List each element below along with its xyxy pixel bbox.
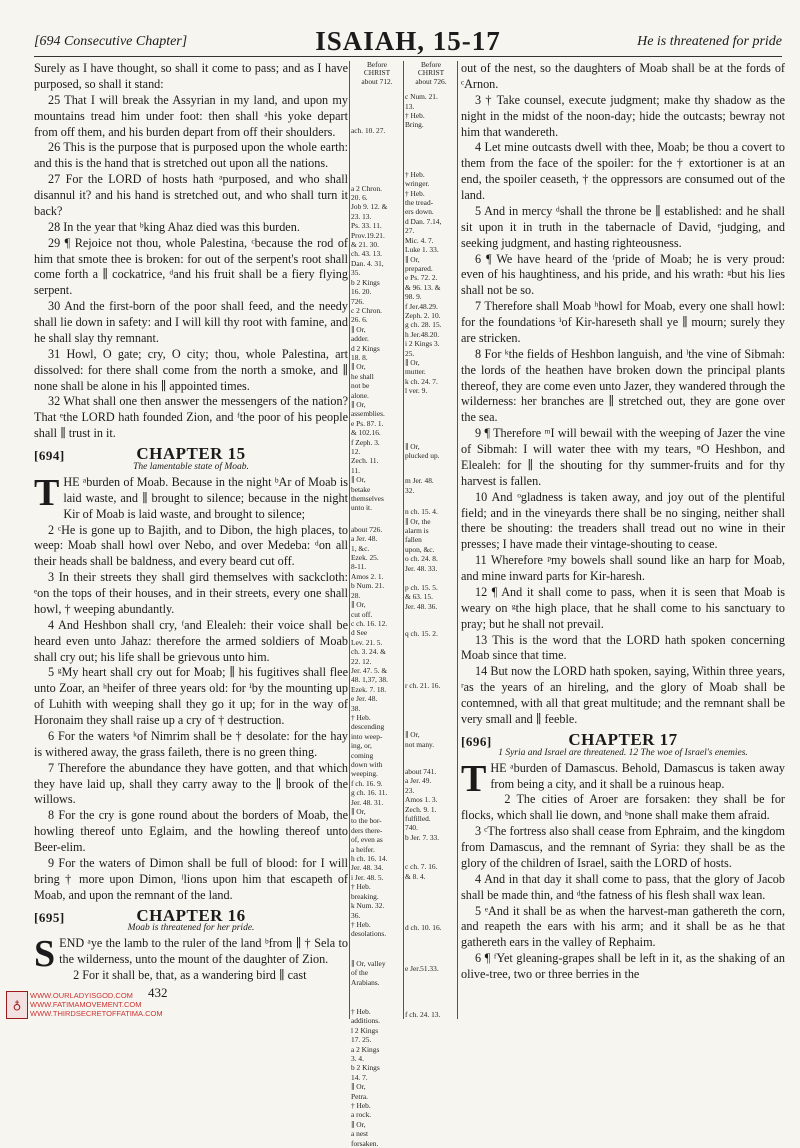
margin-note: † Heb. additions. l 2 Kings 17. 25. a 2 Kings 3. 4. b 2 Kings 14. 7. ∥ Or, Petra. † Heb. a rock. ∥ Or, a nest forsaken. <box>351 1006 380 1148</box>
verse: 7 Therefore shall Moab ʰhowl for Moab, every one shall howl: for the foundations ⁱof Kir-hareseth shall ye ∥ mourn; surely they are stricken. <box>461 299 785 345</box>
verse: 2 The cities of Aroer are forsaken: they shall be for flocks, which shall lie down, and ᵇnone shall make them afraid. <box>461 792 785 823</box>
chapter-title: CHAPTER 16 <box>136 905 246 925</box>
verse: 25 That I will break the Assyrian in my land, and upon my mountains tread him under foot: then shall ᵃhis yoke depart from off them, and his burden depart from off their shoulders. <box>34 92 348 139</box>
verse: 9 For the waters of Dimon shall be full of blood: for I will bring † more upon Dimon, ˡlions upon him that escapeth of Moab, and upon the remnant of the land. <box>34 855 348 902</box>
margin-references-b <box>405 61 457 1019</box>
chapter-17-heading <box>461 729 785 749</box>
chapter-summary: Moab is threatened for her pride. <box>127 923 255 934</box>
footer-url[interactable]: WWW.FATIMAMOVEMENT.COM <box>30 1000 142 1009</box>
verse: 2 For it shall be, that, as a wandering bird ∥ cast <box>73 968 307 983</box>
left-text-column <box>34 61 348 984</box>
margin-note: d See Lev. 21. 5. ch. 3. 24. & 22. 12. Jer. 47. 5. & 48. 1,37, 38. Ezek. 7. 18. e Jer. 48. 38. † Heb. descending into weep- ing, or, coming down with weeping. f ch. 16. 9. g ch. 16. 11. Jer. 48. 31. ∥ Or, to the bor- ders there- of, even as a heifer. h ch. 16. 14. Jer. 48. 34. i Jer. 48. 5. † Heb. breaking. k Num. 32. 36. † Heb. desolations. <box>351 628 388 939</box>
chapter-15-heading <box>34 446 348 462</box>
page-number: 432 <box>148 985 168 1000</box>
verse: 10 And ᵒgladness is taken away, and joy out of the plentiful field; and in the vineyards there shall be no singing, neither shall there be shouting: the treaders shall tread out no wine in their presses; I have made their vintage-shouting to cease. <box>461 489 785 552</box>
verse-text: END ᵃye the lamb to the ruler of the land ᵇfrom ∥ † Sela to the wilderness, unto the mount of the daughter of Zion. <box>59 936 348 967</box>
verse: 29 ¶ Rejoice not thou, whole Palestina, ᶜbecause the rod of him that smote thee is broken: for out of the serpent's root shall come forth a ∥ cockatrice, ᵈand his fruit shall be a fiery flying serpent. <box>34 235 348 298</box>
page-footer <box>0 985 800 1024</box>
margin-note: ∥ Or, not many. <box>405 730 435 749</box>
site-logo-icon: ♁ <box>6 991 28 1019</box>
margin-date-header: Before CHRIST about 726. <box>415 60 447 86</box>
margin-note: p ch. 15. 5. & 63. 15. Jer. 48. 36. <box>405 583 438 611</box>
footer-url[interactable]: WWW.OURLADYISGOD.COM <box>30 991 133 1000</box>
verse: 5 And in mercy ᵈshall the throne be ∥ established: and he shall sit upon it in truth in the tabernacle of David, ᵉjudging, and seeking judgment, and hasting righteousness. <box>461 203 785 250</box>
column-rule <box>457 61 458 1019</box>
verse: 3 In their streets they shall gird themselves with sackcloth: ᵉon the tops of their houses, and in their streets, every one shall howl, † weeping abundantly. <box>34 570 348 616</box>
margin-note: about 741. a Jer. 49. 23. Amos 1. 3. Zech. 9. 1. fulfilled. 740. b Jer. 7. 33. <box>405 766 440 842</box>
verse: 13 This is the word that the LORD hath spoken concerning Moab since that time. <box>461 632 785 663</box>
chapter-summary: 1 Syria and Israel are threatened. 12 The woe of Israel's enemies. <box>498 747 748 758</box>
verse: 9 ¶ Therefore ᵐI will bewail with the weeping of Jazer the vine of Sibmah: I will water thee with my tears, ⁿO Heshbon, and Elealeh: for ∥ the shouting for thy summer-fruits and for thy harvest is fallen. <box>461 426 785 488</box>
verse: 6 ¶ ᶠYet gleaning-grapes shall be left in it, as the shaking of an olive-tree, two or three berries in the <box>461 951 785 981</box>
margin-note: e Jer.51.33. <box>405 964 439 974</box>
verse: 5 ᵉAnd it shall be as when the harvest-man gathereth the corn, and reapeth the ears with his arm; and it shall be as he that gathereth ears in the valley of Rephaim. <box>461 903 785 950</box>
margin-note: c Num. 21. 13. † Heb. Bring. <box>405 92 438 130</box>
right-text-column <box>461 61 785 983</box>
margin-note: † Heb. wringer. † Heb. the tread- ers down. d Dan. 7.14, 27. Mic. 4. 7. Luke 1. 33. ∥ Or, prepared. e Ps. 72. 2. & 96. 13. & 98. 9. f Jer.48.29. Zeph. 2. 10. g ch. 28. 15. h Jer.48.20. i 2 Kings 3. 25. ∥ Or, mutter. k ch. 24. 7. l ver. 9. <box>405 169 442 396</box>
column-rule <box>403 61 404 1019</box>
running-head: He is threatened for pride <box>637 34 782 49</box>
verse: 4 Let mine outcasts dwell with thee, Moab; be thou a covert to them from the face of the spoiler: for the † extortioner is at an end, the spoiler ceaseth, † the oppressors are consumed out of the land. <box>461 140 785 202</box>
verse: 3 ᶜThe fortress also shall cease from Ephraim, and the kingdom from Damascus, and the remnant of Syria: they shall be as the glory of the children of Israel, saith the LORD of hosts. <box>461 824 785 870</box>
verse <box>461 757 785 800</box>
margin-note: ∥ Or, valley of the Arabians. <box>351 958 386 987</box>
margin-note: c ch. 7. 16. & 8. 4. <box>405 862 438 881</box>
verse: 5 ᵍMy heart shall cry out for Moab; ∥ his fugitives shall flee unto Zoar, an ʰheifer of three years old: for ⁱby the mounting up of Luhith with weeping shall they go it up; for in the way of Horonaim they shall raise up a cry of † destruction. <box>34 665 348 727</box>
consecutive-chapter-label: [694 Consecutive Chapter] <box>34 34 188 49</box>
margin-note: ach. 10. 27. <box>351 126 386 136</box>
verse: 32 What shall one then answer the messengers of the nation? That ᵉthe LORD hath founded Zion, and ᶠthe poor of his people shall ∥ trust in it. <box>34 394 348 441</box>
footer-urls <box>30 991 163 1018</box>
chapter-title: CHAPTER 15 <box>136 444 246 463</box>
verse: 2 ᶜHe is gone up to Bajith, and to Dibon, the high places, to weep: Moab shall howl over Nebo, and over Medeba: ᵈon all their heads shall be baldness, and every beard cut off. <box>34 522 348 569</box>
verse: 11 Wherefore ᵖmy bowels shall sound like an harp for Moab, and mine inward parts for Kir-haresh. <box>461 553 785 583</box>
verse: out of the nest, so the daughters of Moab shall be at the fords of ᶜArnon. <box>461 61 785 91</box>
chapter-title: CHAPTER 17 <box>568 729 678 749</box>
margin-note: f ch. 24. 13. <box>405 1009 441 1019</box>
margin-note: r ch. 21. 16. <box>405 680 441 690</box>
verse-text: HE ᵃburden of Damascus. Behold, Damascus is taken away from being a city, and it shall be a ruinous heap. <box>490 760 785 791</box>
drop-cap: T <box>34 471 60 514</box>
margin-note: ∥ Or, plucked up. <box>405 441 440 460</box>
margin-note: b 2 Kings 16. 20. 726. c 2 Chron. 26. 6. ∥ Or, adder. d 2 Kings 18. 8. ∥ Or, he shall not be alone. ∥ Or, assemblies. e Ps. 87. 1. & 102.16. f Zeph. 3. 12. Zech. 11. 11. ∥ Or, betake themselves unto it. <box>351 277 385 513</box>
verse: 8 For ᵏthe fields of Heshbon languish, and ˡthe vine of Sibmah: the lords of the heathen have broken down the principal plants thereof, they are come even unto Jazer, they wandered through the wilderness: her branches are ∥ stretched out, they are gone over the sea. <box>461 346 785 425</box>
margin-note: n ch. 15. 4. ∥ Or, the alarm is fallen upon, &c. o ch. 24. 8. Jer. 48. 33. <box>405 507 438 573</box>
verse: 12 ¶ And it shall come to pass, when it is seen that Moab is weary on ᵍthe high place, that he shall come to his sanctuary to pray; but he shall not prevail. <box>461 584 785 631</box>
chapter-16-heading <box>34 905 348 925</box>
chapter-summary: The lamentable state of Moab. <box>133 461 249 472</box>
verse: 4 And Heshbon shall cry, ᶠand Elealeh: their voice shall be heard even unto Jahaz: therefore the armed soldiers of Moab shall cry out; his life shall be grievous unto him. <box>34 617 348 664</box>
verse: 6 ¶ We have heard of the ᶠpride of Moab; he is very proud: even of his haughtiness, and his pride, and his wrath: ᵍbut his lies shall not be so. <box>461 251 785 298</box>
verse: 14 But now the LORD hath spoken, saying, Within three years, ʳas the years of an hireling, and the glory of Moab shall be contemned, with all that great multitude; and the remnant shall be very small and ∥ feeble. <box>461 664 785 726</box>
verse-text: HE ᵃburden of Moab. Because in the night ᵇAr of Moab is laid waste, and ∥ brought to silence; because in the night Kir of Moab is laid waste, and brought to silence; <box>63 474 348 521</box>
verse: 31 Howl, O gate; cry, O city; thou, whole Palestina, art dissolved: for there shall come from the north a smoke, and ∥ none shall be alone in his ∥ appointed times. <box>34 346 348 393</box>
drop-cap: T <box>461 757 487 800</box>
verse: 27 For the LORD of hosts hath ᵃpurposed, and who shall disannul it? and his hand is stretched out, and who shall turn it back? <box>34 172 348 218</box>
verse: 4 And in that day it shall come to pass, that the glory of Jacob shall be made thin, and ᵈthe fatness of his flesh shall wax lean. <box>461 871 785 902</box>
margin-note: d ch. 10. 16. <box>405 922 442 932</box>
verse: 28 In the year that ᵇking Ahaz died was this burden. <box>48 219 300 234</box>
verse: 26 This is the purpose that is purposed upon the whole earth: and this is the hand that is stretched out upon all the nations. <box>34 140 348 171</box>
verse: 6 For the waters ᵏof Nimrim shall be † desolate: for the hay is withered away, the grass faileth, there is no green thing. <box>34 728 348 759</box>
verse: 8 For the cry is gone round about the borders of Moab, the howling thereof unto Eglaim, and the howling thereof unto Beer-elim. <box>34 808 348 854</box>
page-title: ISAIAH, 15-17 <box>315 26 501 56</box>
page-header <box>34 26 782 57</box>
margin-note: a 2 Chron. 20. 6. Job 9. 12. & 23. 13. Ps. 33. 11. Prov.19.21. & 21. 30. ch. 43. 13. Dan. 4. 31, 35. <box>351 183 388 278</box>
verse <box>34 471 348 523</box>
chapter-number: [694] <box>34 448 65 463</box>
verse: 3 † Take counsel, execute judgment; make thy shadow as the night in the midst of the noon-day; hide the outcasts; bewray not him that wandereth. <box>461 92 785 139</box>
column-rule <box>349 61 350 1019</box>
drop-cap: S <box>34 933 56 976</box>
margin-note: q ch. 15. 2. <box>405 629 438 639</box>
verse: 30 And the first-born of the poor shall feed, and the needy shall lie down in safety: and I will kill thy root with famine, and he shall slay thy remnant. <box>34 299 348 345</box>
chapter-number: [695] <box>34 909 65 925</box>
verse: Surely as I have thought, so shall it come to pass; and as I have purposed, so shall it stand: <box>34 61 348 91</box>
footer-url[interactable]: WWW.THIRDSECRETOFFATIMA.COM <box>30 1009 163 1018</box>
margin-date-header: Before CHRIST about 712. <box>361 60 393 86</box>
verse: 7 Therefore the abundance they have gotten, and that which they have laid up, shall they carry away to the ∥ brook of the willows. <box>34 760 348 807</box>
chapter-number: [696] <box>461 733 492 749</box>
margin-note: m Jer. 48. 32. <box>405 476 434 495</box>
margin-note: about 726. a Jer. 48. 1, &c. Ezek. 25. 8-11. Amos 2. 1. b Num. 21. 28. ∥ Or, cut off. c ch. 16. 12. <box>351 524 388 628</box>
